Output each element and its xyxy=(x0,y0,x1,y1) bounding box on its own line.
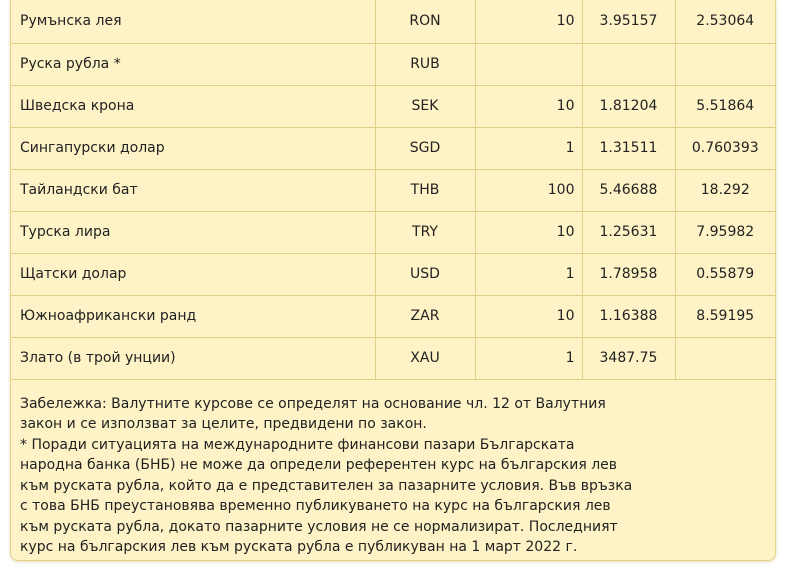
currency-name: Шведска крона xyxy=(11,85,375,127)
table-row xyxy=(11,169,775,211)
exchange-rates-panel xyxy=(10,0,776,561)
currency-units xyxy=(475,43,582,85)
currency-code: RUB xyxy=(375,43,475,85)
currency-code: SGD xyxy=(375,127,475,169)
currency-rate: 1.81204 xyxy=(582,85,675,127)
note-ruble-text: * Поради ситуацията на международните финансови пазари Българската народна банка (БНБ) не може да определи референтен курс на българския лев към руската рубла, който да е представителен за пазарните условия. Във връзка с това БНБ преустановява временно публикуването на курс на българския лев към руската рубла, докато пазарните условия не се нормализират. Последният курс на българския лев към руската рубла е публикуван на 1 март 2022 г. xyxy=(20,436,633,555)
table-row xyxy=(11,127,775,169)
currency-inverse-rate xyxy=(675,43,775,85)
currency-inverse-rate: 18.292 xyxy=(675,169,775,211)
exchange-rates-table xyxy=(11,0,775,380)
currency-inverse-rate: 0.55879 xyxy=(675,253,775,295)
currency-name: Румънска лея xyxy=(11,0,375,43)
currency-code: TRY xyxy=(375,211,475,253)
currency-code: ZAR xyxy=(375,295,475,337)
currency-rate: 3487.75 xyxy=(582,337,675,379)
table-row xyxy=(11,295,775,337)
currency-code: XAU xyxy=(375,337,475,379)
currency-units: 10 xyxy=(475,211,582,253)
currency-rate xyxy=(582,43,675,85)
currency-code: USD xyxy=(375,253,475,295)
currency-units: 10 xyxy=(475,295,582,337)
currency-units: 1 xyxy=(475,337,582,379)
currency-inverse-rate xyxy=(675,337,775,379)
table-row xyxy=(11,85,775,127)
currency-rate: 1.31511 xyxy=(582,127,675,169)
table-row xyxy=(11,337,775,379)
currency-units: 1 xyxy=(475,253,582,295)
currency-units: 10 xyxy=(475,0,582,43)
currency-rate: 1.25631 xyxy=(582,211,675,253)
currency-units: 10 xyxy=(475,85,582,127)
currency-inverse-rate: 2.53064 xyxy=(675,0,775,43)
currency-rate: 5.46688 xyxy=(582,169,675,211)
note-text: Забележка: Валутните курсове се определят на основание чл. 12 от Валутния закон и се използват за целите, предвидени по закон. xyxy=(20,395,606,432)
table-row xyxy=(11,211,775,253)
table-row xyxy=(11,43,775,85)
currency-name: Турска лира xyxy=(11,211,375,253)
currency-rate: 1.78958 xyxy=(582,253,675,295)
currency-code: RON xyxy=(375,0,475,43)
table-body xyxy=(11,0,775,379)
table-row xyxy=(11,0,775,43)
currency-name: Сингапурски долар xyxy=(11,127,375,169)
currency-rate: 1.16388 xyxy=(582,295,675,337)
currency-inverse-rate: 5.51864 xyxy=(675,85,775,127)
currency-rate: 3.95157 xyxy=(582,0,675,43)
currency-name: Щатски долар xyxy=(11,253,375,295)
currency-name: Руска рубла * xyxy=(11,43,375,85)
currency-code: SEK xyxy=(375,85,475,127)
currency-code: THB xyxy=(375,169,475,211)
currency-inverse-rate: 0.760393 xyxy=(675,127,775,169)
currency-name: Южноафрикански ранд xyxy=(11,295,375,337)
currency-units: 1 xyxy=(475,127,582,169)
currency-units: 100 xyxy=(475,169,582,211)
currency-name: Тайландски бат xyxy=(11,169,375,211)
currency-inverse-rate: 8.59195 xyxy=(675,295,775,337)
currency-inverse-rate: 7.95982 xyxy=(675,211,775,253)
table-row xyxy=(11,253,775,295)
footnote xyxy=(11,380,648,558)
currency-name: Злато (в трой унции) xyxy=(11,337,375,379)
